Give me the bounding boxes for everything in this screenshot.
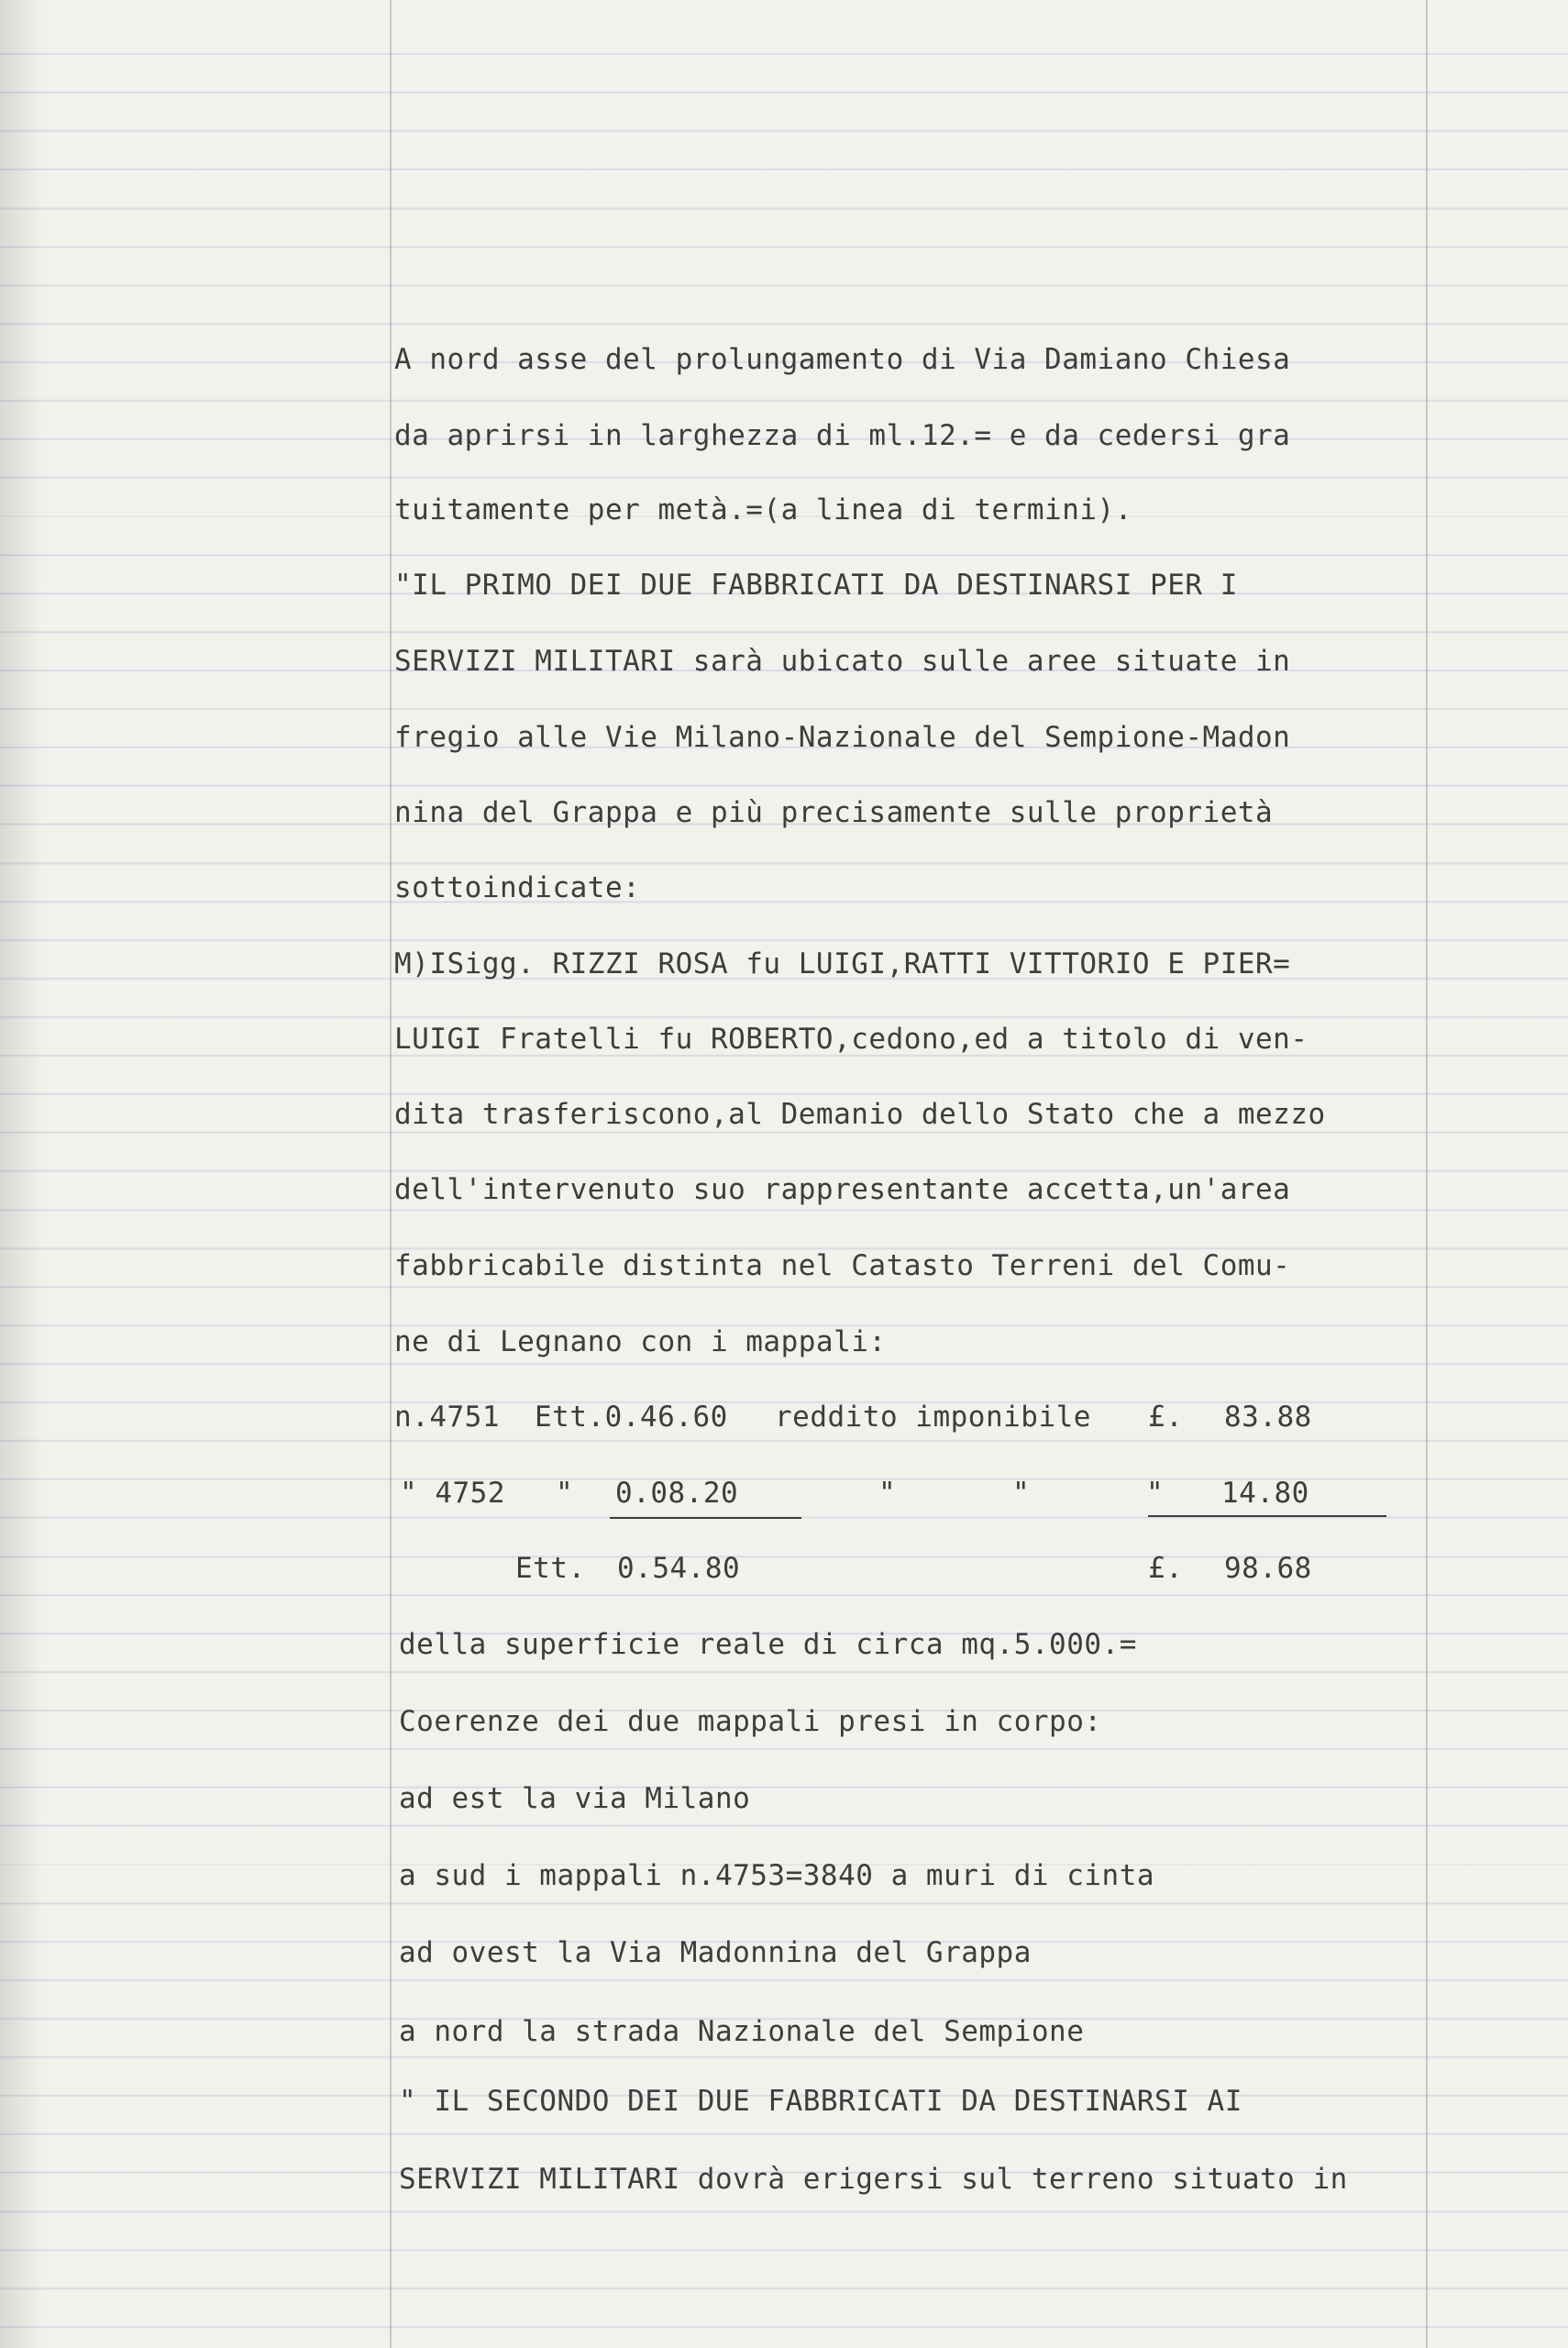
ditto-mark: ": [878, 1477, 897, 1510]
text-line: LUIGI Fratelli fu ROBERTO,cedono,ed a titolo di ven-: [394, 1023, 1309, 1056]
parcel-income-value: 83.88: [1224, 1401, 1312, 1434]
text-line: " IL SECONDO DEI DUE FABBRICATI DA DESTINARSI AI: [399, 2085, 1242, 2118]
parcel-area: 0.08.20: [610, 1469, 801, 1519]
text-line: fregio alle Vie Milano-Nazionale del Sempione-Madon: [394, 721, 1291, 754]
text-line: della superficie reale di circa mq.5.000.=: [399, 1628, 1137, 1661]
text-line: nina del Grappa e più precisamente sulle proprietà: [394, 796, 1274, 829]
parcel-area: Ett.0.46.60: [535, 1401, 728, 1434]
text-line: fabbricabile distinta nel Catasto Terreni del Comu-: [394, 1249, 1291, 1282]
text-line: a sud i mappali n.4753=3840 a muri di cinta: [399, 1859, 1155, 1892]
text-line: A nord asse del prolungamento di Via Damiano Chiesa: [394, 343, 1291, 376]
parcel-number: " 4752: [400, 1477, 505, 1510]
text-line: dell'intervenuto suo rappresentante accetta,un'area: [394, 1173, 1291, 1206]
ditto-mark: ": [1146, 1477, 1165, 1510]
text-line: tuitamente per metà.=(a linea di termini).: [394, 493, 1132, 526]
text-line: Coerenze dei due mappali presi in corpo:: [399, 1705, 1102, 1738]
total-label: Ett.: [515, 1552, 586, 1585]
text-line: ne di Legnano con i mappali:: [394, 1325, 887, 1358]
text-line: "IL PRIMO DEI DUE FABBRICATI DA DESTINARSI PER I: [394, 569, 1238, 602]
total-income-value: 98.68: [1224, 1552, 1312, 1585]
text-line: SERVIZI MILITARI sarà ubicato sulle aree situate in: [394, 645, 1291, 678]
text-line: ad est la via Milano: [399, 1782, 751, 1815]
text-line: da aprirsi in larghezza di ml.12.= e da cedersi gra: [394, 419, 1291, 452]
text-line: dita trasferiscono,al Demanio dello Stato che a mezzo: [394, 1098, 1326, 1131]
currency-symbol: £.: [1148, 1401, 1184, 1434]
text-line: SERVIZI MILITARI dovrà erigersi sul terreno situato in: [399, 2163, 1348, 2196]
currency-symbol: £.: [1148, 1552, 1184, 1585]
parcel-income-value: 14.80: [1148, 1469, 1386, 1517]
ditto-mark: ": [556, 1477, 574, 1510]
text-line: ad ovest la Via Madonnina del Grappa: [399, 1936, 1032, 1969]
total-area: 0.54.80: [617, 1552, 741, 1585]
parcel-number: n.4751: [394, 1401, 500, 1434]
parcel-income-label: reddito imponibile: [775, 1401, 1091, 1434]
text-line: a nord la strada Nazionale del Sempione: [399, 2015, 1085, 2048]
ditto-mark: ": [1012, 1477, 1031, 1510]
text-line: sottoindicate:: [394, 871, 641, 904]
text-line: M)ISigg. RIZZI ROSA fu LUIGI,RATTI VITTORIO E PIER=: [394, 947, 1291, 980]
